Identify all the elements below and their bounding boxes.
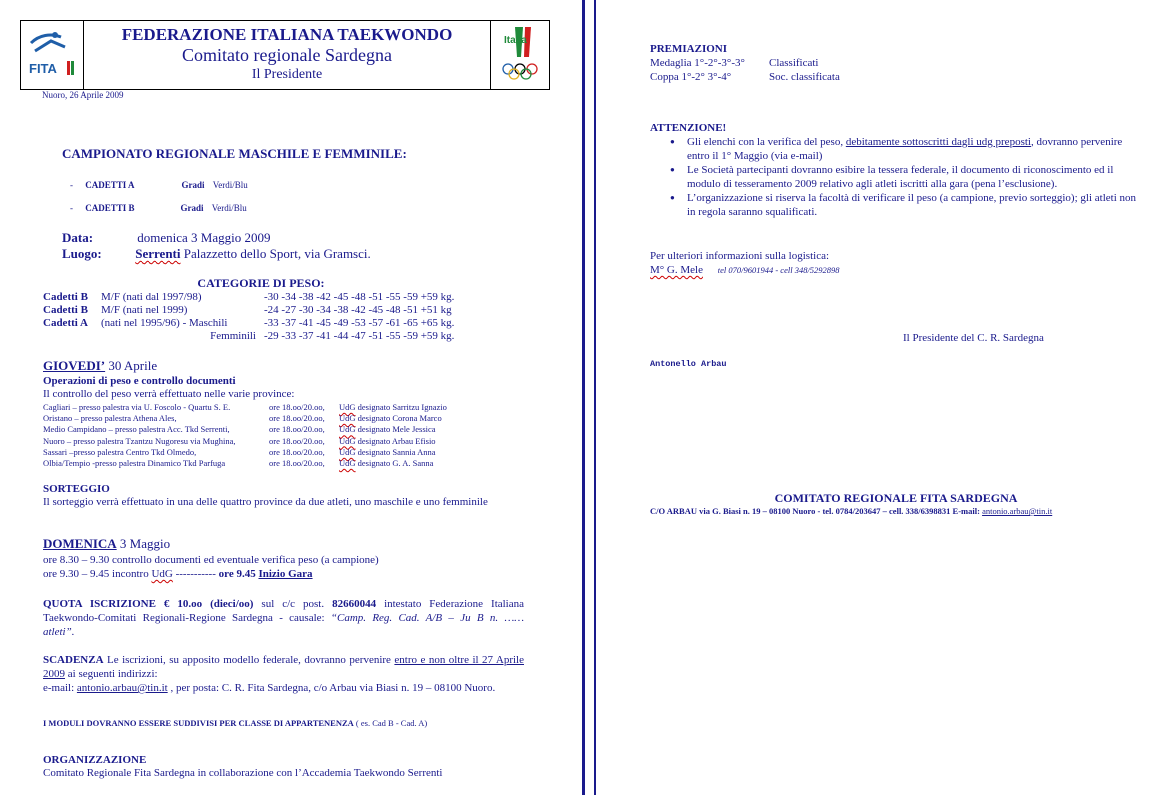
category-label: Cadetti B <box>43 304 88 316</box>
document-page-left <box>0 0 582 795</box>
table-row <box>43 317 454 330</box>
domenica-heading <box>43 536 170 552</box>
moduli-note: I MODULI DOVRANNO ESSERE SUDDIVISI PER CLASSE DI APPARTENENZA ( es. Cad B - Cad. A) <box>43 718 428 728</box>
list-item: Sassari –presso palestra Centro Tkd Olmedo, ore 18.oo/20.oo, UdG designato Sannia Anna <box>43 446 436 457</box>
info-phones: tel 070/9601944 - cell 348/5292898 <box>717 265 840 275</box>
list-item: Oristano – presso palestra Athena Ales, ore 18.oo/20.oo, UdG designato Corona Marco <box>43 413 442 424</box>
domenica-day: DOMENICA <box>43 536 117 551</box>
category-desc: M/F (nati nel 1999) <box>101 304 188 316</box>
grade-value: Verdi/Blu <box>211 203 247 213</box>
list-item: Cagliari – presso palestra via U. Foscolo - Quartu S. E. ore 18.oo/20.oo, UdG designato Sarritzu Ignazio <box>43 402 447 412</box>
letterhead <box>20 20 550 90</box>
attenzione-title: ATTENZIONE! <box>650 122 727 134</box>
info-line: Per ulteriori informazioni sulla logistica: <box>650 250 830 262</box>
info-contact: M° G. Mele tel 070/9601944 - cell 348/5292898 <box>650 264 840 276</box>
list-item: ● L’organizzazione si riserva la facoltà di verificare il peso (a campione, previo sorteggio); gli atleti non in regola saranno squalificati. <box>650 191 1138 219</box>
category-desc: (nati nel 1995/96) - Maschili <box>101 317 228 329</box>
categories-title: CATEGORIE DI PESO: <box>197 276 325 290</box>
fita-logo-icon <box>21 21 83 89</box>
weigh-in-venues <box>43 402 447 469</box>
category-desc: M/F (nati dal 1997/98) <box>101 291 202 303</box>
signature-role: Il Presidente del C. R. Sardegna <box>903 332 1044 344</box>
list-item: Nuoro – presso palestra Tzantzu Nugoresu via Mughina, ore 18.oo/20.oo, UdG designato Arbau Efisio <box>43 435 436 446</box>
footer-title: COMITATO REGIONALE FITA SARDEGNA <box>774 491 1018 505</box>
quota-account: 82660044 <box>332 598 377 610</box>
federation-title: FEDERAZIONE ITALIANA TAEKWONDO <box>121 25 453 44</box>
quota-label: QUOTA ISCRIZIONE € 10.oo (dieci/oo) <box>43 598 254 610</box>
grade-value: Verdi/Blu <box>212 180 248 190</box>
organizzazione-text: Comitato Regionale Fita Sardegna in collaborazione con l’Accademia Taekwondo Serrenti <box>43 767 443 779</box>
table-row <box>43 330 454 343</box>
category-weights: -29 -33 -37 -41 -44 -47 -51 -55 -59 +59 kg. <box>264 330 455 342</box>
category-label: Cadetti B <box>43 291 88 303</box>
committee-title: Comitato regionale Sardegna <box>182 45 392 65</box>
giovedi-intro: Il controllo del peso verrà effettuato nelle varie province: <box>43 388 295 400</box>
quota-causale: “Camp. Reg. Cad. A/B – Ju B n. …… <box>330 612 525 624</box>
giovedi-date: 30 Aprile <box>105 358 158 373</box>
sorteggio-text: Il sorteggio verrà effettuato in una delle quattro province da due atleti, uno maschile e uno femminile <box>43 496 488 508</box>
class-name: CADETTI A <box>85 180 135 190</box>
category-desc: Femminili <box>210 330 256 342</box>
italia-logo-cell <box>490 21 549 89</box>
category-weights: -33 -37 -41 -45 -49 -53 -57 -61 -65 +65 kg. <box>264 317 455 329</box>
grade-label: Gradi <box>181 180 205 190</box>
class-name: CADETTI B <box>85 203 135 213</box>
luogo-town: Serrenti <box>135 246 181 261</box>
president-title: Il Presidente <box>251 67 323 82</box>
table-row <box>43 291 454 304</box>
giovedi-subtitle: Operazioni di peso e controllo documenti <box>43 375 236 387</box>
luogo-label: Luogo: <box>62 246 102 261</box>
event-info <box>62 230 371 262</box>
list-item: Coppa 1°-2° 3°-4° Soc. classificata <box>650 71 840 83</box>
italia-logo-text: Italia <box>504 35 527 46</box>
category-label <box>43 330 101 343</box>
list-item: Medio Campidano – presso palestra Acc. Tkd Serrenti, ore 18.oo/20.oo, UdG designato Mele Jessica <box>43 424 436 435</box>
document-title: CAMPIONATO REGIONALE MASCHILE E FEMMINILE: <box>62 146 407 161</box>
date-line: Nuoro, 26 Aprile 2009 <box>42 90 124 100</box>
category-weights: -24 -27 -30 -34 -38 -42 -45 -48 -51 +51 kg <box>264 304 452 316</box>
attenzione-list <box>650 135 1138 219</box>
footer-email-link[interactable]: antonio.arbau@tin.it <box>982 506 1053 516</box>
signature-name: Antonello Arbau <box>650 359 727 369</box>
table-row <box>43 304 454 317</box>
list-item: Medaglia 1°-2°-3°-3° Classificati <box>650 57 819 69</box>
scadenza-label: SCADENZA <box>43 654 104 666</box>
italia-logo-icon <box>491 21 549 89</box>
list-item: ● Gli elenchi con la verifica del peso, debitamente sottoscritti dagli udg preposti, dovranno pervenire entro il 1° Maggio (via e-mail) <box>650 135 1138 163</box>
quota-section: QUOTA ISCRIZIONE € 10.oo (dieci/oo) sul c/c post. 82660044 intestato Federazione Italiana Taekwondo-Comitati Regionali-Regione Sardegna - causale: “Camp. Reg. Cad. A/B – Ju B n. …… atleti”. <box>43 598 525 638</box>
grade-label: Gradi <box>180 203 204 213</box>
fita-logo-text: FITA <box>29 61 57 76</box>
premiazioni-title: PREMIAZIONI <box>650 43 728 55</box>
sorteggio-title: SORTEGGIO <box>43 483 110 495</box>
category-weights: -30 -34 -38 -42 -45 -48 -51 -55 -59 +59 kg. <box>264 291 455 303</box>
document-page-right <box>598 0 1167 795</box>
giovedi-heading <box>43 358 157 374</box>
list-item: ● Le Società partecipanti dovranno esibire la tessera federale, il documento di riconoscimento ed il modulo di tesseramento 2009 relativo agli atleti iscritti alla gara (pena l’esclusione). <box>650 163 1138 191</box>
scadenza-deadline: entro e non oltre il 27 Aprile 2009 <box>43 654 524 680</box>
domenica-date: 3 Maggio <box>116 536 171 551</box>
data-label: Data: <box>62 230 94 245</box>
class-row: - CADETTI B Gradi Verdi/Blu <box>70 203 247 213</box>
scadenza-section: SCADENZA Le iscrizioni, su apposito modello federale, dovranno pervenire entro e non oltre il 27 Aprile 2009 ai seguenti indirizzi: e-mail: antonio.arbau@tin.it , per posta: C. R. Fita Sardegna, c/o Arbau via Biasi n. 19 – 08100 Nuoro. <box>43 654 524 694</box>
email-link[interactable]: antonio.arbau@tin.it <box>76 682 168 694</box>
domenica-line-1: ore 8.30 – 9.30 controllo documenti ed eventuale verifica peso (a campione) <box>43 554 379 566</box>
organizzazione-title: ORGANIZZAZIONE <box>43 754 147 766</box>
fita-logo-cell <box>21 21 84 89</box>
domenica-line-2: ore 9.30 – 9.45 incontro UdG ----------- ore 9.45 Inizio Gara <box>43 568 313 580</box>
giovedi-day: GIOVEDI’ <box>43 358 106 373</box>
class-row: - CADETTI A Gradi Verdi/Blu <box>70 180 248 190</box>
weight-categories-table <box>43 291 454 343</box>
luogo-value: Palazzetto dello Sport, via Gramsci. <box>180 246 371 261</box>
data-value: domenica 3 Maggio 2009 <box>137 230 271 245</box>
list-item: Olbia/Tempio -presso palestra Dinamico Tkd Parfuga ore 18.oo/20.oo, UdG designato G. A. Sanna <box>43 458 434 469</box>
premiazioni-list <box>650 56 840 84</box>
category-label: Cadetti A <box>43 317 88 329</box>
page-separator <box>582 0 598 795</box>
footer-address: C/O ARBAU via G. Biasi n. 19 – 08100 Nuoro - tel. 0784/203647 – cell. 338/6398831 E-mail: antonio.arbau@tin.it <box>650 506 1053 516</box>
